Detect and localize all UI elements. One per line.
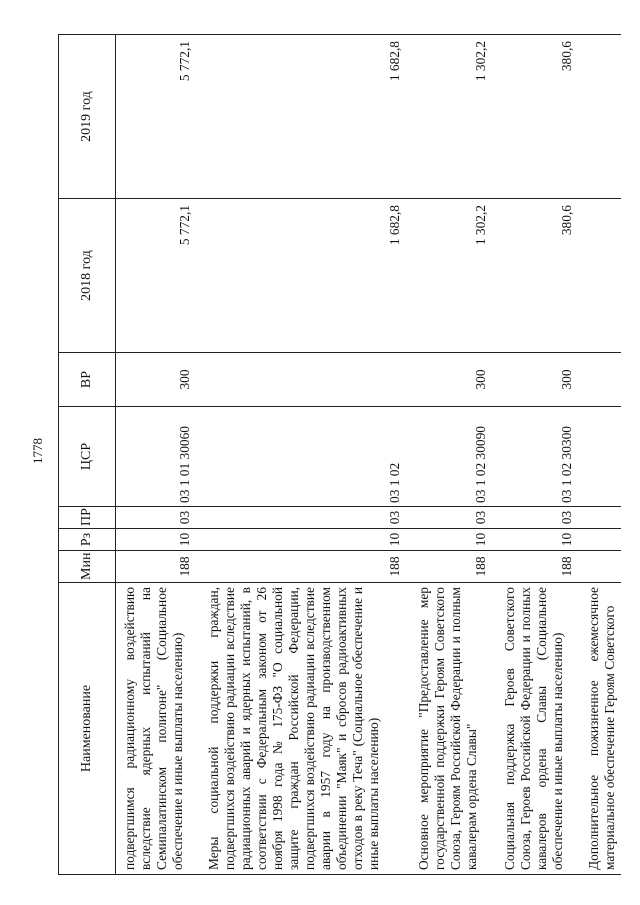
row-rz: 10 <box>406 529 492 551</box>
col-header-min: Мин <box>59 551 116 583</box>
col-header-csr: ЦСР <box>59 407 116 507</box>
row-name: Основное мероприятие "Предоставление мер государственной поддержки Героям Советского Союза, Героям Российской Федерации и полным кавалерам ордена Славы" <box>406 583 492 875</box>
row-2018: 5 772,1 <box>116 199 196 353</box>
row-vr: 300 <box>116 353 196 407</box>
row-vr <box>196 353 406 407</box>
row-min: 188 <box>116 551 196 583</box>
row-rz: 10 <box>196 529 406 551</box>
row-2019: 1 302,2 <box>406 35 492 199</box>
row-2018: 1 302,2 <box>406 199 492 353</box>
row-pr: 03 <box>196 507 406 529</box>
col-header-rz: Рз <box>59 529 116 551</box>
row-csr: 03 1 01 30060 <box>116 407 196 507</box>
row-2018: 1 682,8 <box>196 199 406 353</box>
row-name: Меры социальной поддержки граждан, подвергшихся воздействию радиации вследствие радиационных аварий и ядерных испытаний, в соответствии с Федеральным законом от 26 ноября 1998 года № 175-ФЗ "О социальной защите граждан Российской Федерации, подвергшихся воздействию радиации вследствие аварии в 1957 году на производственном объединении "Маяк" и сбросов радиоактивных отходов в реку Теча" (Социальное обеспечение и иные выплаты населению) <box>196 583 406 875</box>
table-row <box>406 35 492 875</box>
row-2019: 5 772,1 <box>116 35 196 199</box>
row-csr <box>578 407 621 507</box>
row-min <box>578 551 621 583</box>
row-rz <box>578 529 621 551</box>
row-pr <box>578 507 621 529</box>
row-name: подвергшимся радиационному воздействию вследствие ядерных испытаний на Семипалатинском полигоне" (Социальное обеспечение и иные выплаты населению) <box>116 583 196 875</box>
budget-table <box>58 34 621 875</box>
row-csr: 03 1 02 30090 <box>406 407 492 507</box>
row-vr <box>578 353 621 407</box>
table-row <box>578 35 621 875</box>
row-min: 188 <box>492 551 578 583</box>
table-header <box>59 35 116 875</box>
row-2019 <box>578 35 621 199</box>
row-2019: 380,6 <box>492 35 578 199</box>
row-vr: 300 <box>406 353 492 407</box>
col-header-name: Наименование <box>59 583 116 875</box>
page-number: 1778 <box>30 438 45 464</box>
col-header-pr: ПР <box>59 507 116 529</box>
row-2018: 380,6 <box>492 199 578 353</box>
table-row <box>116 35 196 875</box>
row-csr: 03 1 02 <box>196 407 406 507</box>
row-2019: 1 682,8 <box>196 35 406 199</box>
table-row <box>492 35 578 875</box>
col-header-2018: 2018 год <box>59 199 116 353</box>
row-min: 188 <box>196 551 406 583</box>
col-header-2019: 2019 год <box>59 35 116 199</box>
row-pr: 03 <box>116 507 196 529</box>
row-rz: 10 <box>492 529 578 551</box>
row-csr: 03 1 02 30300 <box>492 407 578 507</box>
row-rz: 10 <box>116 529 196 551</box>
row-2018 <box>578 199 621 353</box>
row-pr: 03 <box>406 507 492 529</box>
col-header-vr: ВР <box>59 353 116 407</box>
row-name: Социальная поддержка Героев Советского Союза, Героев Российской Федерации и полных кавалеров ордена Славы (Социальное обеспечение и иные выплаты населению) <box>492 583 578 875</box>
row-name: Дополнительное пожизненное ежемесячное материальное обеспечение Героям Советского <box>578 583 621 875</box>
row-min: 188 <box>406 551 492 583</box>
rotated-page <box>58 35 617 875</box>
row-pr: 03 <box>492 507 578 529</box>
table-row <box>196 35 406 875</box>
row-vr: 300 <box>492 353 578 407</box>
